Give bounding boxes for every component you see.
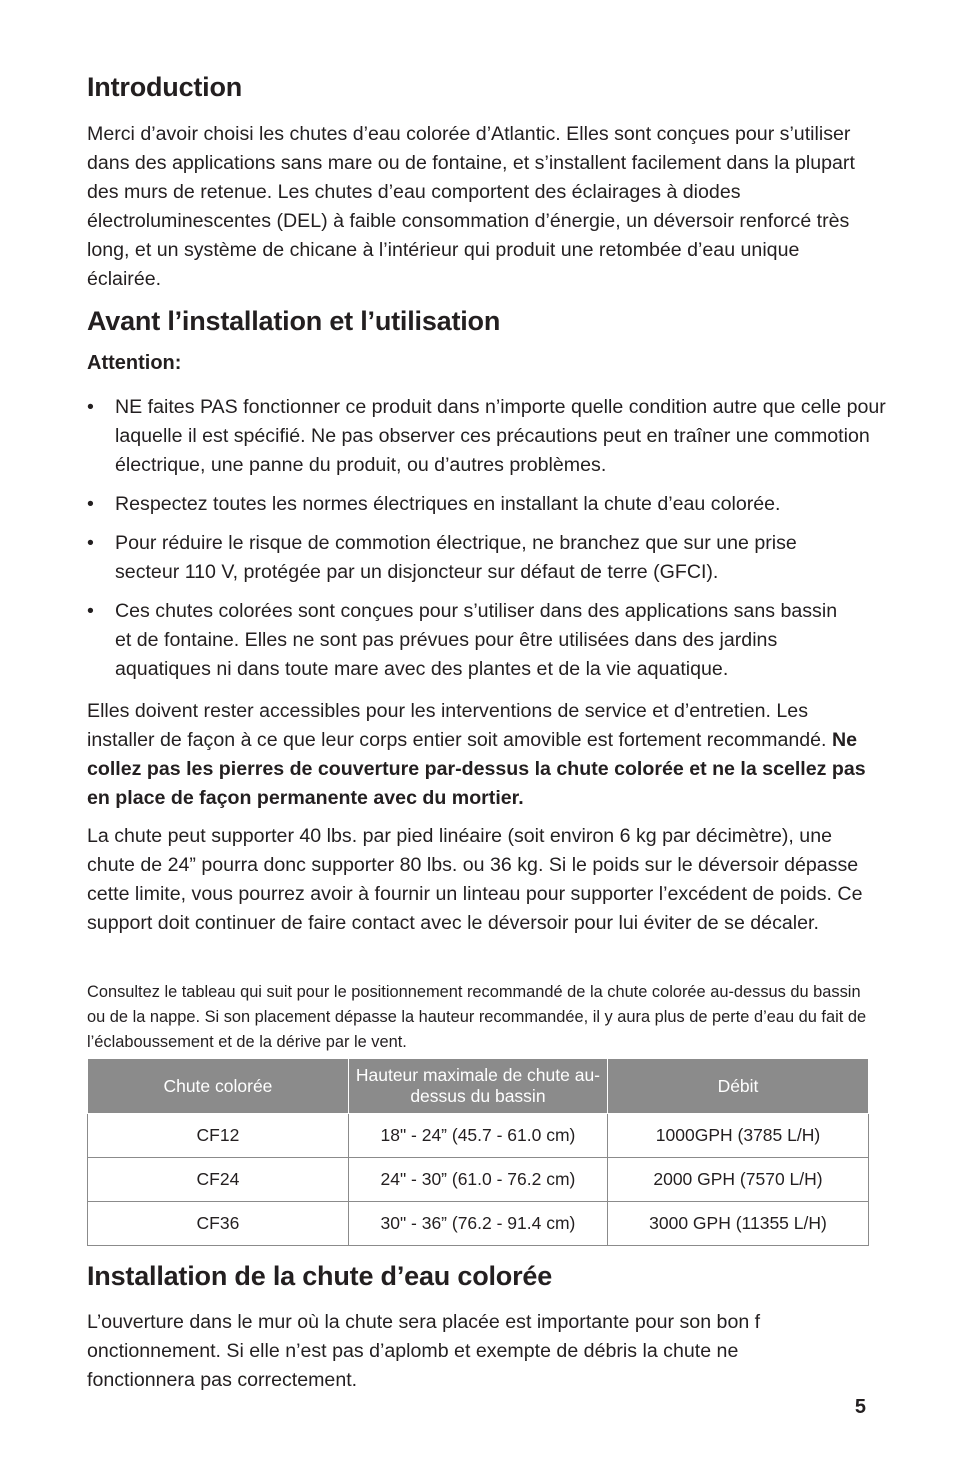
- table-row: [88, 1202, 869, 1246]
- table-row: [88, 1114, 869, 1158]
- access-text: Elles doivent rester accessibles pour les interventions de service et d’entretien. Les installer de façon à ce que leur corps entier soit amovible est fortement recommandé.: [87, 700, 832, 751]
- page-number: 5: [854, 1396, 866, 1418]
- intro-paragraph: Merci d’avoir choisi les chutes d’eau colorée d’Atlantic. Elles sont conçues pour s’utiliser dans des applications sans mare ou de fontaine, et s’installent facilement dans la plupart des murs de retenue. Les chutes d’eau comportent des éclairages à diodes électroluminescentes (DEL) à faible consommation d’énergie, un déversoir renforcé très long, et un système de chicane à l’intérieur qui produit une retombée d’eau unique éclairée.: [87, 123, 855, 290]
- column-header: Hauteur maximale de chute au-dessus du bassin: [348, 1059, 607, 1114]
- install-heading: Installation de la chute d’eau colorée: [87, 1261, 553, 1291]
- list-item: [87, 490, 887, 519]
- table-cell: 24" - 30” (61.0 - 76.2 cm): [348, 1158, 607, 1202]
- table-cell: 1000GPH (3785 L/H): [608, 1114, 869, 1158]
- table-cell: CF24: [88, 1158, 349, 1202]
- table-row: [88, 1158, 869, 1202]
- table-cell: CF12: [88, 1114, 349, 1158]
- install-paragraph: L’ouverture dans le mur où la chute sera placée est importante pour son bon f onctionnement. Si elle n’est pas d’aplomb et exempte de débris la chute ne fonctionnera pas correctement.: [87, 1311, 761, 1391]
- list-item-text: Ces chutes colorées sont conçues pour s’utiliser dans des applications sans bassin et de fontaine. Elles ne sont pas prévues pour être utilisées dans des jardins aquatiques ni dans toute mare avec des plantes et de la vie aquatique.: [115, 600, 838, 680]
- bullet-icon: •: [87, 532, 94, 554]
- list-item-text: Respectez toutes les normes électriques en installant la chute d’eau colorée.: [115, 493, 781, 515]
- table-cell: 3000 GPH (11355 L/H): [608, 1202, 869, 1246]
- table-intro: Consultez le tableau qui suit pour le positionnement recommandé de la chute colorée au-dessus du bassin ou de la nappe. Si son placement dépasse la hauteur recommandée, il y aura plus de perte d’eau du fait de l’éclaboussement et de la dérive par le vent.: [87, 983, 867, 1051]
- column-header: Chute colorée: [88, 1059, 349, 1114]
- table-cell: 30" - 36” (76.2 - 91.4 cm): [348, 1202, 607, 1246]
- bullet-icon: •: [87, 600, 94, 622]
- intro-heading: Introduction: [87, 72, 243, 102]
- access-paragraph: [87, 697, 872, 813]
- list-item: [87, 597, 855, 684]
- attention-list: [87, 393, 887, 684]
- table-header-row: [88, 1059, 869, 1114]
- table-cell: CF36: [88, 1202, 349, 1246]
- before-heading: Avant l’installation et l’utilisation: [87, 306, 501, 336]
- column-header: Débit: [608, 1059, 869, 1114]
- bullet-icon: •: [87, 396, 94, 418]
- list-item-text: NE faites PAS fonctionner ce produit dans n’importe quelle condition autre que celle pour laquelle il est spécifié. Ne pas observer ces précautions peut en traîner une commotion électrique, une panne du produit, ou d’autres problèmes.: [115, 396, 886, 476]
- table-cell: 2000 GPH (7570 L/H): [608, 1158, 869, 1202]
- list-item: [87, 529, 855, 587]
- weight-paragraph: La chute peut supporter 40 lbs. par pied linéaire (soit environ 6 kg par décimètre), une chute de 24” pourra donc supporter 80 lbs. ou 36 kg. Si le poids sur le déversoir dépasse cette limite, vous pourrez avoir à fournir un linteau pour supporter l’excédent de poids. Ce support doit continuer de faire contact avec le déversoir pour lui éviter de se décaler.: [87, 825, 863, 934]
- attention-label: Attention:: [87, 352, 182, 374]
- access-warning-bold: Ne collez pas les pierres de couverture par-dessus la chute colorée et ne la scellez pas en place de façon permanente avec du mortier.: [87, 729, 866, 809]
- table-cell: 18" - 24” (45.7 - 61.0 cm): [348, 1114, 607, 1158]
- list-item: [87, 393, 887, 480]
- list-item-text: Pour réduire le risque de commotion électrique, ne branchez que sur une prise secteur 110 V, protégée par un disjoncteur sur défaut de terre (GFCI).: [115, 532, 797, 583]
- bullet-icon: •: [87, 493, 94, 515]
- height-table: [87, 1058, 869, 1246]
